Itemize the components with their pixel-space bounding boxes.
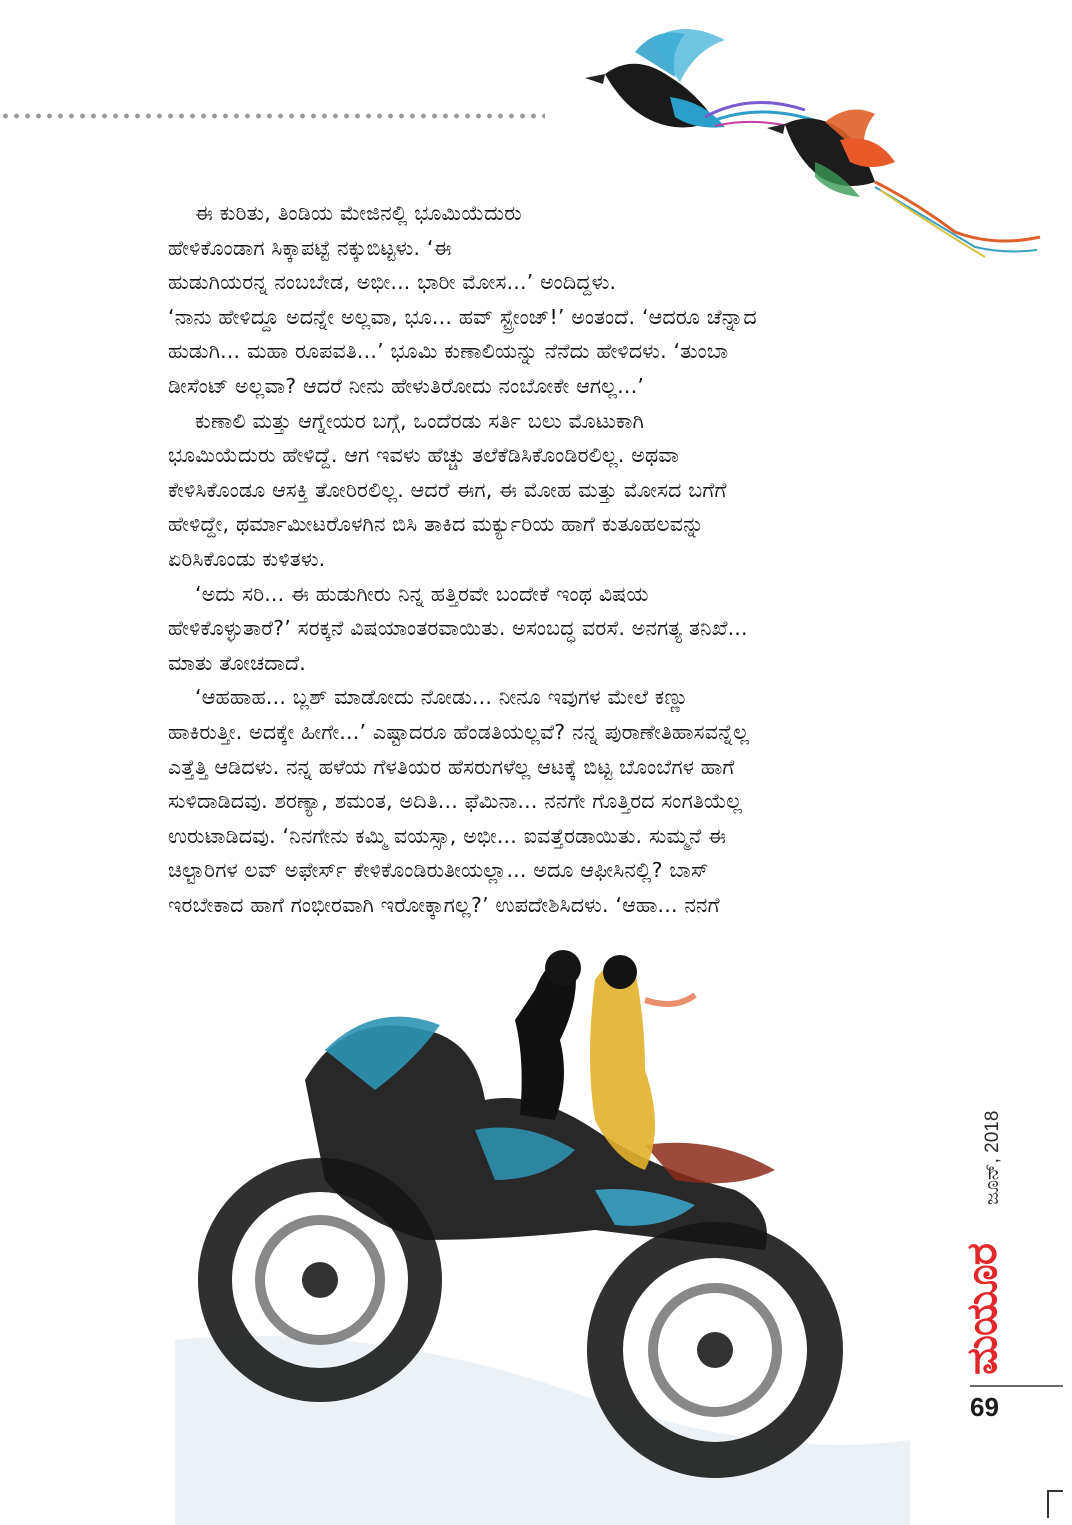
text-line: ಹೇಳಿಕೊಳ್ಳುತಾರೆ?’ ಸರಕ್ಕನೆ ವಿಷಯಾಂತರವಾಯಿತು. ಅಸಂಬದ್ಧ ವರಸೆ. ಅನಗತ್ಯ ತನಿಖೆ...	[168, 616, 748, 641]
text-line: ಚಿಲ್ಟಾರಿಗಳ ಲವ್ ಅಫೇರ್ಸ್ ಕೇಳಿಕೊಂಡಿರುತೀಯಲ್ಲಾ... ಅದೂ ಆಫೀಸಿನಲ್ಲಿ? ಬಾಸ್	[168, 858, 709, 883]
crop-mark	[1047, 1490, 1063, 1518]
issue-date: ಜೂನ್, 2018	[982, 1110, 1003, 1205]
text-line: ಎತ್ತೆತ್ತಿ ಆಡಿದಳು. ನನ್ನ ಹಳೆಯ ಗೆಳತಿಯರ ಹೆಸರುಗಳೆಲ್ಲ ಆಟಕ್ಕೆ ಬಿಟ್ಟ ಬೊಂಬೆಗಳ ಹಾಗೆ	[168, 754, 735, 779]
magazine-masthead: ಮಯೂರ	[957, 1244, 1006, 1375]
footer-rule	[970, 1385, 1063, 1387]
story-body	[168, 196, 898, 922]
text-line: ಮಾತು ತೋಚದಾದೆ.	[168, 650, 306, 675]
front-wheel-icon	[605, 1240, 825, 1460]
motorbike-illustration	[175, 940, 910, 1525]
text-line: ಭೂಮಿಯೆದುರು ಹೇಳಿದ್ದೆ. ಆಗ ಇವಳು ಹೆಚ್ಚು ತಲೆಕೆಡಿಸಿಕೊಂಡಿರಲಿಲ್ಲ. ಅಥವಾ	[168, 443, 679, 468]
text-line: ಹೇಳಿದ್ದೇ, ಥರ್ಮಾಮೀಟರೊಳಗಿನ ಬಿಸಿ ತಾಕಿದ ಮರ್ಕ್ಯುರಿಯ ಹಾಗೆ ಕುತೂಹಲವನ್ನು	[168, 512, 704, 537]
blue-bird-icon	[585, 29, 825, 137]
text-line: ಈ ಕುರಿತು, ತಿಂಡಿಯ ಮೇಜಿನಲ್ಲಿ ಭೂಮಿಯೆದುರು	[195, 201, 522, 225]
text-line: ಹುಡುಗಿ... ಮಹಾ ರೂಪವತಿ...’ ಭೂಮಿ ಕುಣಾಲಿಯನ್ನು ನೆನೆದು ಹೇಳಿದಳು. ‘ತುಂಬಾ	[168, 339, 729, 364]
text-line: ಉರುಟಾಡಿದವು. ‘ನಿನಗೇನು ಕಮ್ಮಿ ವಯಸ್ಸಾ, ಅಭೀ... ಐವತ್ತೆರಡಾಯಿತು. ಸುಮ್ಮನೆ ಈ	[168, 823, 727, 848]
text-line: ಹೇಳಿಕೊಂಡಾಗ ಸಿಕ್ಕಾಪಟ್ಟೆ ನಕ್ಕುಬಿಟ್ಟಳು. ‘ಈ	[168, 235, 452, 260]
dotted-rule	[0, 111, 545, 121]
text-line: ಕುಣಾಲಿ ಮತ್ತು ಆಗ್ನೇಯರ ಬಗ್ಗೆ, ಒಂದೆರಡು ಸರ್ತಿ ಬಲು ಮೊಟುಕಾಗಿ	[195, 408, 644, 433]
text-line: ಕೇಳಿಸಿಕೊಂಡೂ ಆಸಕ್ತಿ ತೋರಿರಲಿಲ್ಲ. ಆದರೆ ಈಗ, ಈ ಮೋಹ ಮತ್ತು ಮೋಸದ ಬಗೆಗೆ	[168, 477, 727, 502]
text-line: ಹುಡುಗಿಯರನ್ನ ನಂಬಬೇಡ, ಅಭೀ... ಭಾರೀ ಮೋಸ...’ ಅಂದಿದ್ದಳು.	[168, 270, 617, 295]
text-line: ‘ನಾನು ಹೇಳಿದ್ದೂ ಅದನ್ನೇ ಅಲ್ಲವಾ, ಭೂ... ಹವ್ ಸ್ಟ್ರೇಂಜ್!’ ಅಂತಂದೆ. ‘ಆದರೂ ಚೆನ್ನಾದ	[168, 304, 757, 329]
page-number: 69	[970, 1392, 999, 1422]
text-line: ‘ಅದು ಸರಿ... ಈ ಹುಡುಗೀರು ನಿನ್ನ ಹತ್ತಿರವೇ ಬಂದೇಕೆ ಇಂಥ ವಿಷಯ	[195, 581, 649, 606]
text-line: ಹಾಕಿರುತ್ತೀ. ಅದಕ್ಕೇ ಹೀಗೇ...’ ಎಷ್ಟಾದರೂ ಹೆಂಡತಿಯಲ್ಲವೆ? ನನ್ನ ಪುರಾಣೇತಿಹಾಸವನ್ನೆಲ್ಲ	[168, 719, 750, 744]
text-line: ಸುಳಿದಾಡಿದವು. ಶರಣ್ಯಾ, ಶಮಂತ, ಅದಿತಿ... ಫೆಮಿನಾ... ನನಗೇ ಗೊತ್ತಿರದ ಸಂಗತಿಯೆಲ್ಲ	[168, 789, 743, 814]
text-line: ಏರಿಸಿಕೊಂಡು ಕುಳಿತಳು.	[168, 546, 326, 571]
text-line: ಡೀಸೆಂಟ್ ಅಲ್ಲವಾ? ಆದರೆ ನೀನು ಹೇಳುತಿರೋದು ನಂಬೋಕೇ ಆಗಲ್ಲ...’	[168, 373, 645, 398]
text-line: ಇರಬೇಕಾದ ಹಾಗೆ ಗಂಭೀರವಾಗಿ ಇರೋಕ್ಕಾಗಲ್ಲ?’ ಉಪದೇಶಿಸಿದಳು. ‘ಆಹಾ... ನನಗೆ	[168, 892, 720, 917]
text-line: ‘ಆಹಹಾಹ... ಬ್ಲಶ್ ಮಾಡೋದು ನೋಡು... ನೀನೂ ಇವುಗಳ ಮೇಲೆ ಕಣ್ಣು	[195, 685, 689, 710]
